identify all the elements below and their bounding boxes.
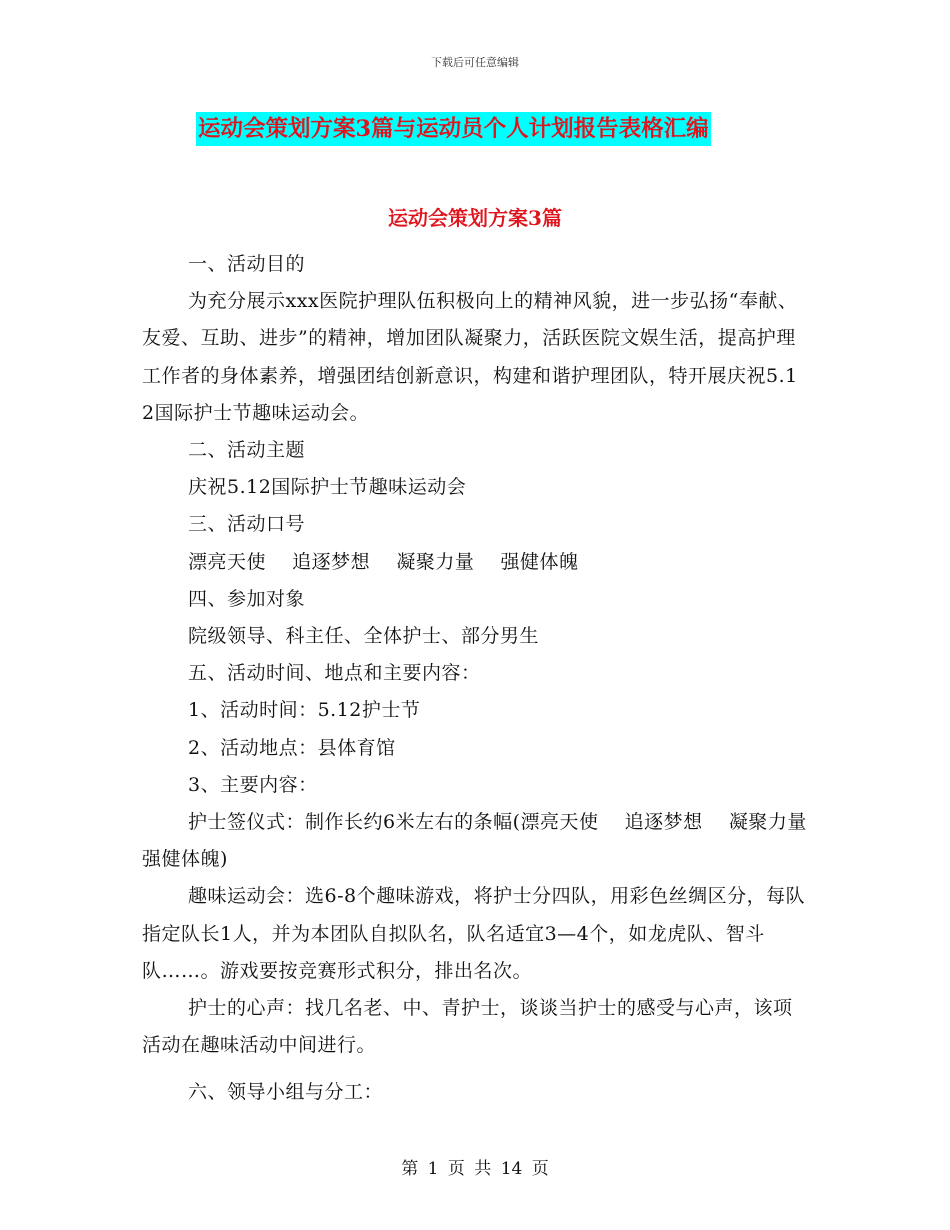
header-note: 下载后可任意编辑 (431, 56, 519, 69)
paragraph: 1、活动时间：5.12护士节 (188, 699, 421, 722)
paragraph: 漂亮天使 追逐梦想 凝聚力量 强健体魄 (188, 550, 579, 573)
paragraph: 一、活动目的 (188, 253, 306, 275)
paragraph: 四、参加对象 (188, 587, 306, 610)
paragraph: 3、主要内容： (188, 773, 318, 796)
paragraph: 庆祝5.12国际护士节趣味运动会 (188, 476, 467, 499)
paragraph: 护士的心声：找几名老、中、青护士，谈谈当护士的感受与心声，该项活动在趣味活动中间进行。 (142, 997, 793, 1057)
document-title: 运动会策划方案3篇与运动员个人计划报告表格汇编 (196, 112, 711, 146)
section-title: 运动会策划方案3篇 (388, 206, 562, 230)
paragraph: 院级领导、科主任、全体护士、部分男生 (188, 625, 540, 648)
paragraph: 三、活动口号 (188, 513, 306, 536)
paragraph: 2、活动地点：县体育馆 (188, 736, 396, 759)
paragraph: 护士签仪式：制作长约6米左右的条幅(漂亮天使 追逐梦想 凝聚力量 强健体魄) (142, 811, 833, 871)
document-body (142, 246, 833, 1112)
paragraph: 为充分展示xxx医院护理队伍积极向上的精神风貌，进一步弘扬“奉献、友爱、互助、进步”的精神，增加团队凝聚力，活跃医院文娱生活，提高护理工作者的身体素养，增强团结创新意识，构建和谐护理团队，特开展庆祝5.12国际护士节趣味运动会。 (142, 290, 798, 424)
paragraph: 趣味运动会：选6-8个趣味游戏，将护士分四队，用彩色丝绸区分，每队指定队长1人，并为本团队自拟队名，队名适宜3—4个，如龙虎队、智斗队……。游戏要按竞赛形式积分，排出名次。 (142, 885, 806, 982)
paragraph: 五、活动时间、地点和主要内容： (188, 662, 481, 685)
paragraph: 二、活动主题 (188, 439, 306, 462)
page-footer: 第 1 页 共 14 页 (401, 1159, 549, 1179)
paragraph: 六、领导小组与分工： (188, 1081, 384, 1104)
